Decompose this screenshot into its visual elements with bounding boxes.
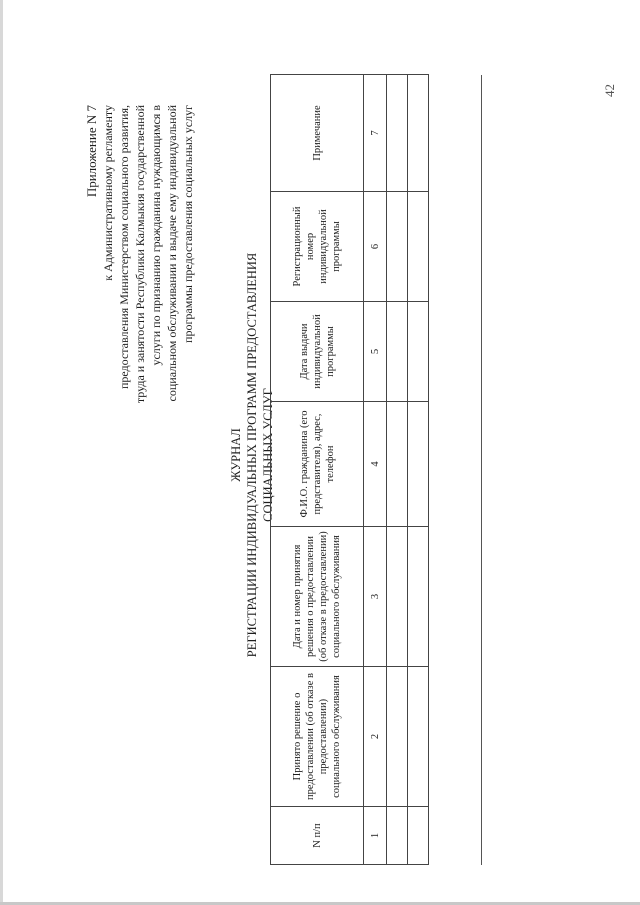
- registration-table: [270, 74, 429, 865]
- appendix-block: [84, 105, 196, 705]
- header-number: N п/п: [271, 807, 364, 865]
- table-cell: [387, 667, 408, 807]
- column-number: 6: [364, 192, 387, 302]
- divider-line: [481, 75, 482, 865]
- header-note: Примечание: [271, 75, 364, 192]
- table-header-row: [271, 75, 364, 865]
- appendix-line: предоставления Министерством социального развития,: [117, 105, 131, 390]
- column-number: 3: [364, 527, 387, 667]
- journal-title-block: [228, 205, 276, 705]
- column-number: 1: [364, 807, 387, 865]
- appendix-line: программы предоставления социальных услуг: [181, 105, 195, 343]
- journal-subtitle-line1: РЕГИСТРАЦИИ ИНДИВИДУАЛЬНЫХ ПРОГРАММ ПРЕДОСТАВЛЕНИЯ: [245, 252, 259, 658]
- column-number: 7: [364, 75, 387, 192]
- column-number: 5: [364, 302, 387, 402]
- table-cell: [408, 402, 429, 527]
- journal-title: ЖУРНАЛ: [229, 428, 243, 482]
- journal-subtitle-line2: СОЦИАЛЬНЫХ УСЛУГ: [261, 388, 275, 522]
- table-row: [408, 75, 429, 865]
- appendix-line: социальном обслуживании и выдаче ему индивидуальной: [165, 105, 179, 402]
- page-number: 42: [602, 84, 617, 97]
- header-citizen-name: Ф.И.О. гражданина (его представителя), адрес, телефон: [271, 402, 364, 527]
- table-cell: [408, 302, 429, 402]
- table-cell: [408, 75, 429, 192]
- appendix-number: Приложение N 7: [84, 105, 99, 198]
- table-cell: [408, 807, 429, 865]
- header-decision-date: Дата и номер принятия решения о предоставлении (об отказе в предоставлении) социального обслуживания: [271, 527, 364, 667]
- column-number: 2: [364, 667, 387, 807]
- table-cell: [408, 527, 429, 667]
- header-registration-number: Регистрационный номер индивидуальной программы: [271, 192, 364, 302]
- appendix-line: услуги по признанию гражданина нуждающимся в: [149, 105, 163, 366]
- table-cell: [387, 75, 408, 192]
- column-number: 4: [364, 402, 387, 527]
- table-row: [387, 75, 408, 865]
- table-cell: [387, 402, 408, 527]
- table-cell: [387, 192, 408, 302]
- appendix-line: труда и занятости Республики Калмыкия государственной: [133, 105, 147, 404]
- header-issue-date: Дата выдачи индивидуальной программы: [271, 302, 364, 402]
- table-cell: [387, 302, 408, 402]
- column-number-row: [364, 75, 387, 865]
- table-cell: [408, 667, 429, 807]
- table-cell: [387, 527, 408, 667]
- appendix-line: к Административному регламенту: [101, 105, 115, 281]
- table-cell: [387, 807, 408, 865]
- table-cell: [408, 192, 429, 302]
- header-decision: Принято решение о предоставлении (об отказе в предоставлении) социального обслуживания: [271, 667, 364, 807]
